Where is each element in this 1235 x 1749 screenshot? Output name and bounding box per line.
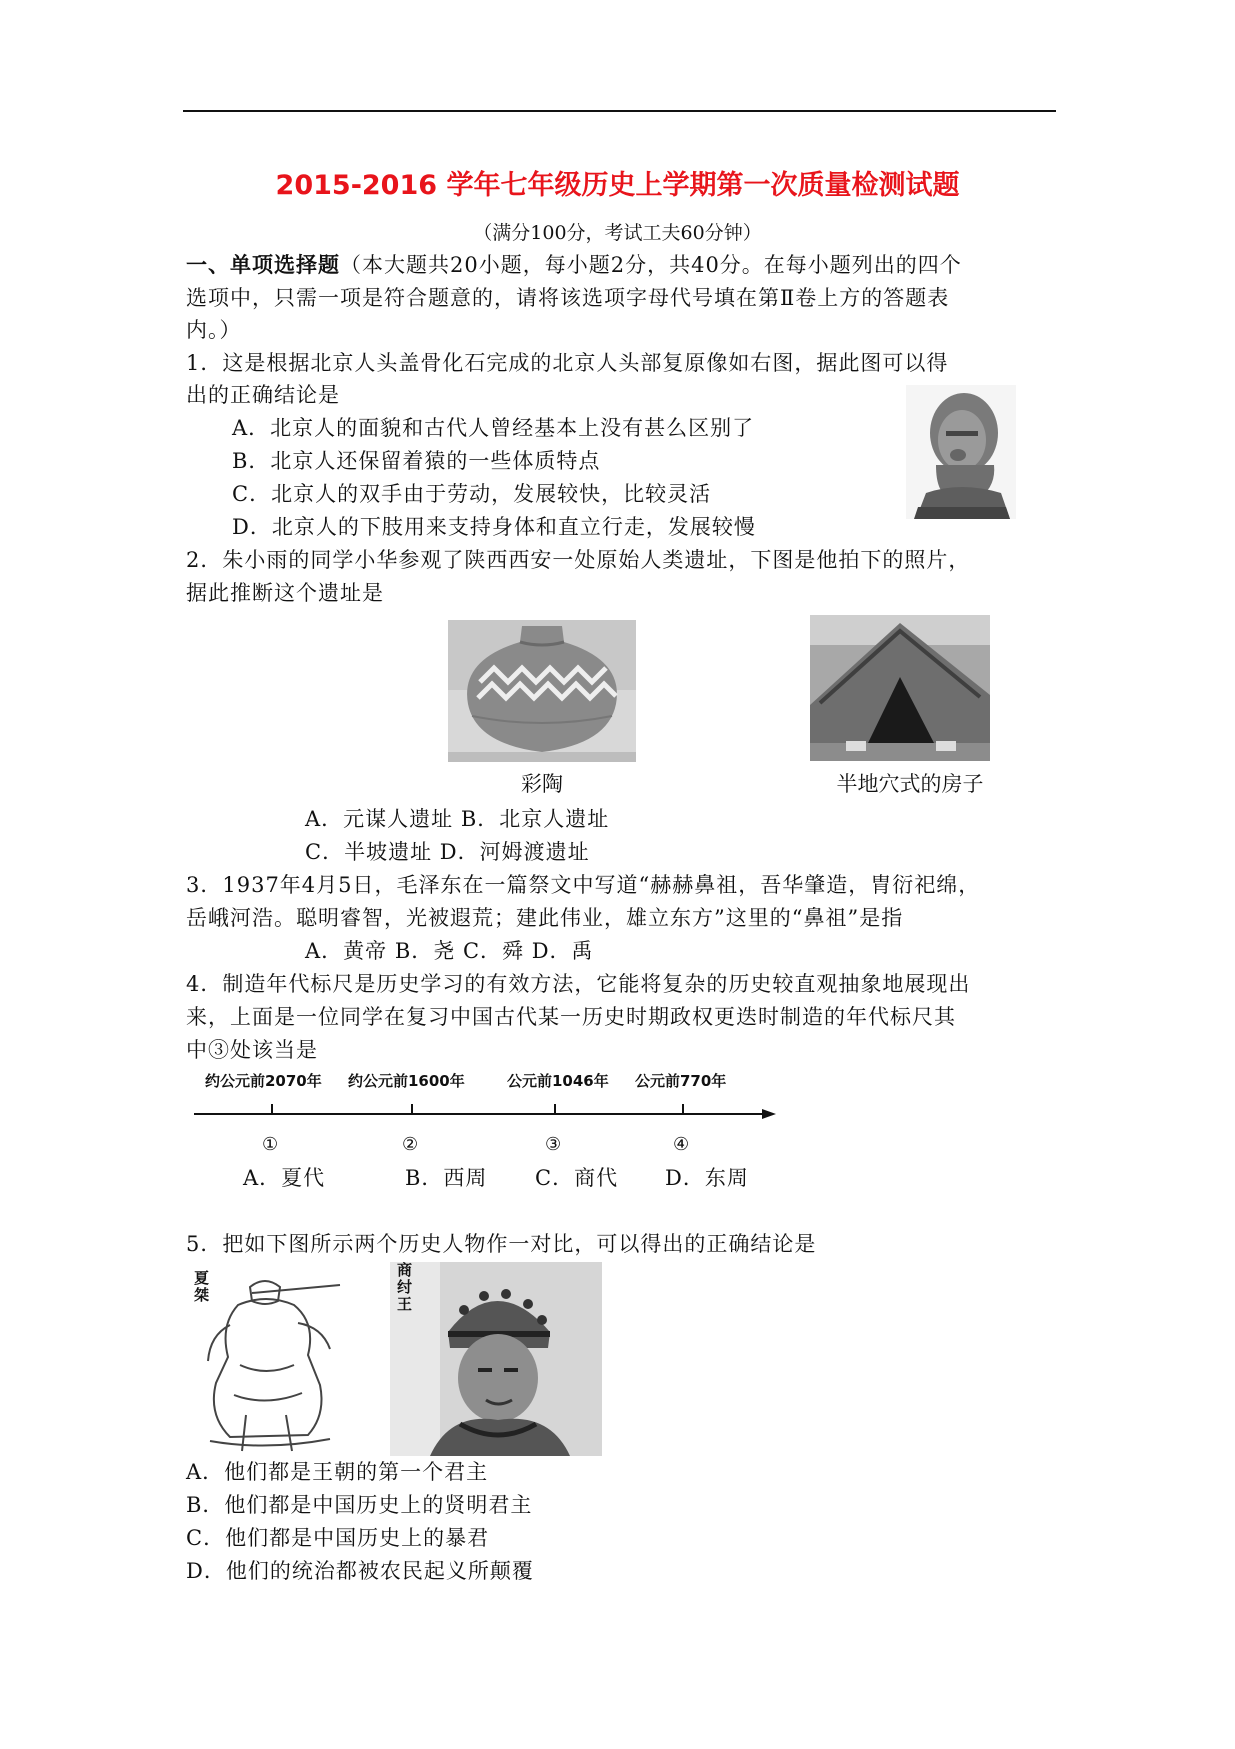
painted-pottery-image: [448, 620, 636, 762]
q4-option-d: D．东周: [665, 1166, 749, 1190]
timeline-label-3: 公元前1046年: [507, 1072, 609, 1090]
section-intro-line3: 内。）: [186, 318, 242, 342]
timeline-mark-3: ③: [545, 1134, 562, 1155]
shang-zhou-wang-photo-image: [390, 1262, 602, 1456]
timeline-mark-1: ①: [262, 1134, 279, 1155]
section-intro-text: （本大题共20小题，每小题2分，共40分。在每小题列出的四个: [340, 253, 962, 277]
caption-painted-pottery: 彩陶: [521, 772, 563, 796]
section-intro-line2: 选项中，只需一项是符合题意的，请将该选项字母代号填在第Ⅱ卷上方的答题表: [186, 286, 950, 310]
label-shang: 商: [397, 1261, 413, 1279]
timeline-mark-4: ④: [673, 1134, 690, 1155]
page-title: 2015-2016 学年七年级历史上学期第一次质量检测试题: [275, 170, 960, 201]
q2-options-row1: A．元谋人遗址 B．北京人遗址: [305, 807, 610, 831]
q1-option-d: D．北京人的下肢用来支持身体和直立行走，发展较慢: [232, 515, 756, 539]
timeline-label-1: 约公元前2070年: [205, 1072, 322, 1090]
q1-option-a: A．北京人的面貌和古代人曾经基本上没有甚么区别了: [232, 416, 755, 440]
q4-stem-line3: 中③处该当是: [186, 1038, 318, 1062]
peking-man-bust-image: [906, 385, 1016, 519]
section-intro-line1: [186, 250, 962, 280]
section-heading: 一、单项选择题: [186, 253, 340, 277]
page-subtitle: （满分100分，考试工夫60分钟）: [473, 222, 762, 244]
label-jie: 桀: [194, 1286, 210, 1304]
timeline-mark-2: ②: [402, 1134, 419, 1155]
label-zhou: 纣: [397, 1278, 413, 1296]
q5-option-b: B．他们都是中国历史上的贤明君主: [186, 1493, 533, 1517]
caption-semi-subterranean-house: 半地穴式的房子: [836, 772, 984, 796]
q2-options-row2: C．半坡遗址 D．河姆渡遗址: [305, 840, 590, 864]
q4-option-c: C．商代: [535, 1166, 619, 1190]
xia-jie-drawing-image: [190, 1265, 360, 1460]
q4-option-a: A．夏代: [243, 1166, 326, 1190]
q1-stem-line2: 出的正确结论是: [186, 383, 340, 407]
q4-stem-line2: 来，上面是一位同学在复习中国古代某一历史时期政权更迭时制造的年代标尺其: [186, 1005, 956, 1029]
label-wang: 王: [397, 1295, 413, 1313]
q2-stem-line1: 2．朱小雨的同学小华参观了陕西西安一处原始人类遗址，下图是他拍下的照片，: [186, 548, 971, 572]
timeline-label-4: 公元前770年: [635, 1072, 727, 1090]
q5-option-c: C．他们都是中国历史上的暴君: [186, 1526, 490, 1550]
q4-option-b: B．西周: [405, 1166, 488, 1190]
q5-option-a: A．他们都是王朝的第一个君主: [186, 1460, 489, 1484]
q5-option-d: D．他们的统治都被农民起义所颠覆: [186, 1559, 534, 1583]
header-rule: [183, 110, 1056, 112]
q5-stem: 5．把如下图所示两个历史人物作一对比，可以得出的正确结论是: [186, 1232, 817, 1256]
q2-stem-line2: 据此推断这个遗址是: [186, 581, 384, 605]
q3-options: A．黄帝 B．尧 C．舜 D．禹: [305, 939, 594, 963]
timeline-label-2: 约公元前1600年: [348, 1072, 465, 1090]
q4-stem-line1: 4．制造年代标尺是历史学习的有效方法，它能将复杂的历史较直观抽象地展现出: [186, 972, 971, 996]
q1-option-b: B．北京人还保留着猿的一些体质特点: [232, 449, 601, 473]
q1-stem-line1: 1．这是根据北京人头盖骨化石完成的北京人头部复原像如右图，据此图可以得: [186, 351, 949, 375]
timeline-arrow-icon: [762, 1109, 776, 1119]
label-xia: 夏: [194, 1269, 210, 1287]
q3-stem-line2: 岳峨河浩。聪明睿智，光被遐荒；建此伟业，雄立东方”这里的“鼻祖”是指: [186, 906, 904, 930]
q3-stem-line1: 3．1937年4月5日，毛泽东在一篇祭文中写道“赫赫鼻祖，吾华肇造，胄衍祀绵，: [186, 873, 981, 897]
q1-option-c: C．北京人的双手由于劳动，发展较快，比较灵活: [232, 482, 712, 506]
semi-subterranean-house-image: [810, 615, 990, 761]
